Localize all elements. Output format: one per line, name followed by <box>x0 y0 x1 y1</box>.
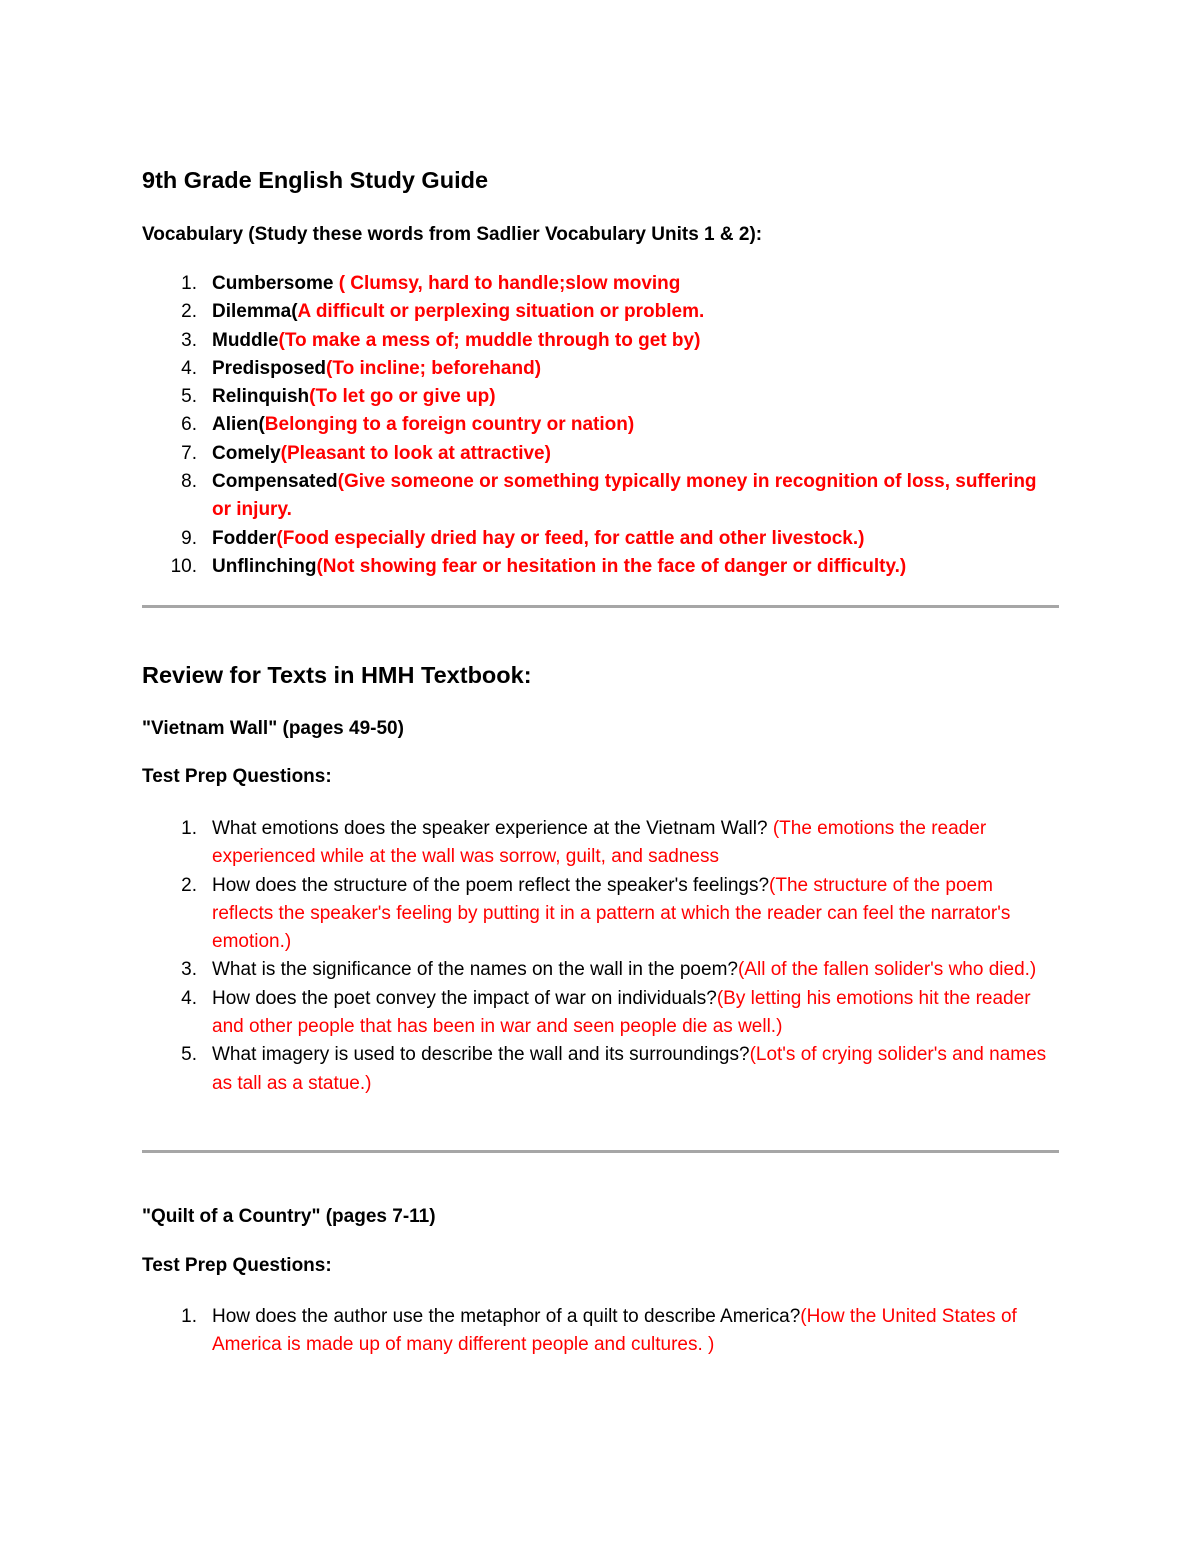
vocab-definition: (Food especially dried hay or feed, for cattle and other livestock.) <box>276 527 865 549</box>
vietnam-wall-heading: "Vietnam Wall" (pages 49-50) <box>142 718 404 739</box>
question-item: 1. How does the author use the metaphor of a quilt to describe America?(How the United States of America is made up of many different people and cultures. ) <box>181 1306 1017 1356</box>
vocab-item: 8. Compensated(Give someone or something typically money in recognition of loss, suffering or injury. <box>181 471 1037 521</box>
question-text: How does the structure of the poem reflect the speaker's feelings? <box>212 874 770 896</box>
vocab-definition: (To make a mess of; muddle through to get by) <box>278 329 701 351</box>
vocabulary-intro: Vocabulary (Study these words from Sadlier Vocabulary Units 1 & 2): <box>142 224 763 245</box>
vocab-item: 2. Dilemma(A difficult or perplexing situation or problem. <box>181 301 705 323</box>
vocab-word: Alien( <box>212 414 265 436</box>
vocab-definition: (To let go or give up) <box>309 386 496 408</box>
vocab-item: 9. Fodder(Food especially dried hay or feed, for cattle and other livestock.) <box>181 527 865 549</box>
vocabulary-list <box>142 270 1059 581</box>
vocab-word: Compensated <box>212 471 338 493</box>
vocab-item: 6. Alien(Belonging to a foreign country or nation) <box>181 414 635 436</box>
question-item: 1. What emotions does the speaker experience at the Vietnam Wall? (The emotions the reader experienced while at the wall was sorrow, guilt, and sadness <box>181 818 987 868</box>
question-item: 2. How does the structure of the poem reflect the speaker's feelings?(The structure of the poem reflects the speaker's feeling by putting it in a pattern at which the reader can feel the narrator's emotion.) <box>181 874 1011 953</box>
quilt-question-list <box>142 1303 1059 1360</box>
vocab-item: 7. Comely(Pleasant to look at attractive) <box>181 442 551 464</box>
vocab-definition: (Not showing fear or hesitation in the face of danger or difficulty.) <box>316 555 907 577</box>
vocab-definition: Belonging to a foreign country or nation) <box>264 414 635 436</box>
vocab-word: Unflinching <box>212 555 317 577</box>
question-text: What imagery is used to describe the wall and its surroundings? <box>212 1044 750 1066</box>
question-item: 3. What is the significance of the names on the wall in the poem?(All of the fallen solider's who died.) <box>181 959 1037 981</box>
vocab-definition: (To incline; beforehand) <box>326 357 542 379</box>
vocab-definition: (Give someone or something typically money in recognition of loss, suffering or injury. <box>212 471 1037 521</box>
answer-text: (The emotions the reader experienced while at the wall was sorrow, guilt, and sadness <box>212 818 987 868</box>
answer-text: (The structure of the poem reflects the speaker's feeling by putting it in a pattern at which the reader can feel the narrator's emotion.) <box>212 874 1011 953</box>
vocab-item: 3. Muddle(To make a mess of; muddle through to get by) <box>181 329 701 351</box>
answer-text: (By letting his emotions hit the reader and other people that has been in war and seen people die as well.) <box>212 987 1031 1038</box>
question-text: How does the poet convey the impact of war on individuals? <box>212 987 717 1009</box>
vocab-item: 4. Predisposed(To incline; beforehand) <box>181 357 542 379</box>
vocab-definition: (Pleasant to look at attractive) <box>280 442 551 464</box>
section-divider <box>142 605 1059 608</box>
document-title: 9th Grade English Study Guide <box>142 167 489 193</box>
question-item: 4. How does the poet convey the impact of war on individuals?(By letting his emotions hit the reader and other people that has been in war and seen people die as well.) <box>181 987 1031 1038</box>
vocab-word: Dilemma( <box>212 301 298 323</box>
review-section-title: Review for Texts in HMH Textbook: <box>142 662 532 688</box>
quilt-test-prep-label: Test Prep Questions: <box>142 1255 332 1276</box>
answer-text: (Lot's of crying solider's and names as tall as a statue.) <box>212 1044 1047 1094</box>
section-divider <box>142 1150 1059 1153</box>
vocab-word: Comely <box>212 442 281 464</box>
question-text: How does the author use the metaphor of a quilt to describe America? <box>212 1306 801 1327</box>
vocab-definition: ( Clumsy, hard to handle;slow moving <box>333 273 681 294</box>
vocab-item: 5. Relinquish(To let go or give up) <box>181 386 496 408</box>
vocab-word: Fodder <box>212 527 277 549</box>
vietnam-test-prep-label: Test Prep Questions: <box>142 766 332 787</box>
answer-text: (All of the fallen solider's who died.) <box>737 959 1037 981</box>
vocab-item: 1. Cumbersome ( Clumsy, hard to handle;slow moving <box>181 273 681 294</box>
vocab-definition: A difficult or perplexing situation or problem. <box>297 301 705 323</box>
vocab-word: Predisposed <box>212 357 327 379</box>
vocab-word: Relinquish <box>212 386 310 408</box>
vietnam-question-list <box>142 815 1059 1098</box>
question-item: 5. What imagery is used to describe the wall and its surroundings?(Lot's of crying solider's and names as tall as a statue.) <box>181 1044 1047 1094</box>
question-text: What is the significance of the names on the wall in the poem? <box>212 959 738 981</box>
vocab-item: 10. Unflinching(Not showing fear or hesitation in the face of danger or difficulty.) <box>170 555 907 577</box>
vocab-word: Cumbersome <box>212 273 334 294</box>
answer-text: (How the United States of America is made up of many different people and cultures. ) <box>212 1306 1017 1356</box>
question-text: What emotions does the speaker experience at the Vietnam Wall? <box>212 818 773 839</box>
vocab-word: Muddle <box>212 329 279 351</box>
quilt-heading: "Quilt of a Country" (pages 7-11) <box>142 1206 436 1227</box>
